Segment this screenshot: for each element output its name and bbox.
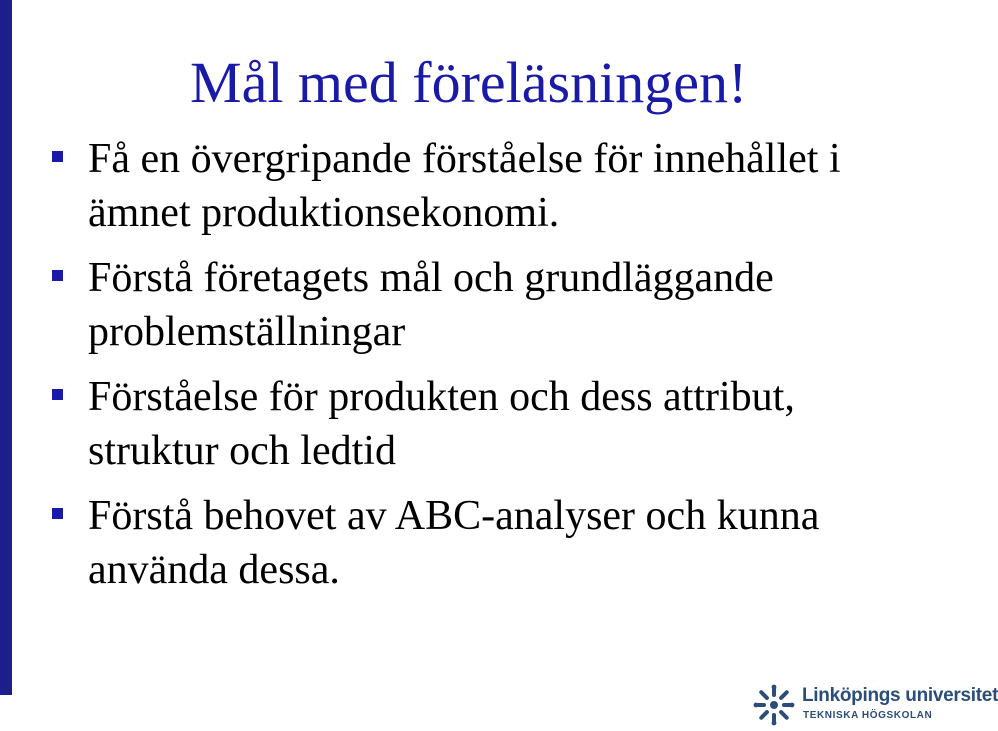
bullet-list [52,132,932,608]
bullet-text: Få en övergripande förståelse för innehållet i ämnet produktionsekonomi. [88,136,841,236]
university-logo-icon [752,683,796,727]
square-bullet-icon [52,151,63,162]
bullet-item [52,251,932,359]
square-bullet-icon [52,508,63,519]
bullet-text: Förstå företagets mål och grundläggande problemställningar [88,255,774,355]
square-bullet-icon [52,270,63,281]
square-bullet-icon [52,389,63,400]
bullet-item [52,370,932,478]
bullet-text: Förstå behovet av ABC-analyser och kunna använda dessa. [88,493,820,593]
bullet-item [52,489,932,597]
slide-title: Mål med föreläsningen! [190,50,748,115]
bullet-item [52,132,932,240]
left-accent-bar [0,0,12,695]
logo-subtitle: TEKNISKA HÖGSKOLAN [803,710,933,721]
bullet-text: Förståelse för produkten och dess attribut, struktur och ledtid [88,374,795,474]
university-logo [752,683,998,727]
logo-name: Linköpings universitet [802,685,998,706]
